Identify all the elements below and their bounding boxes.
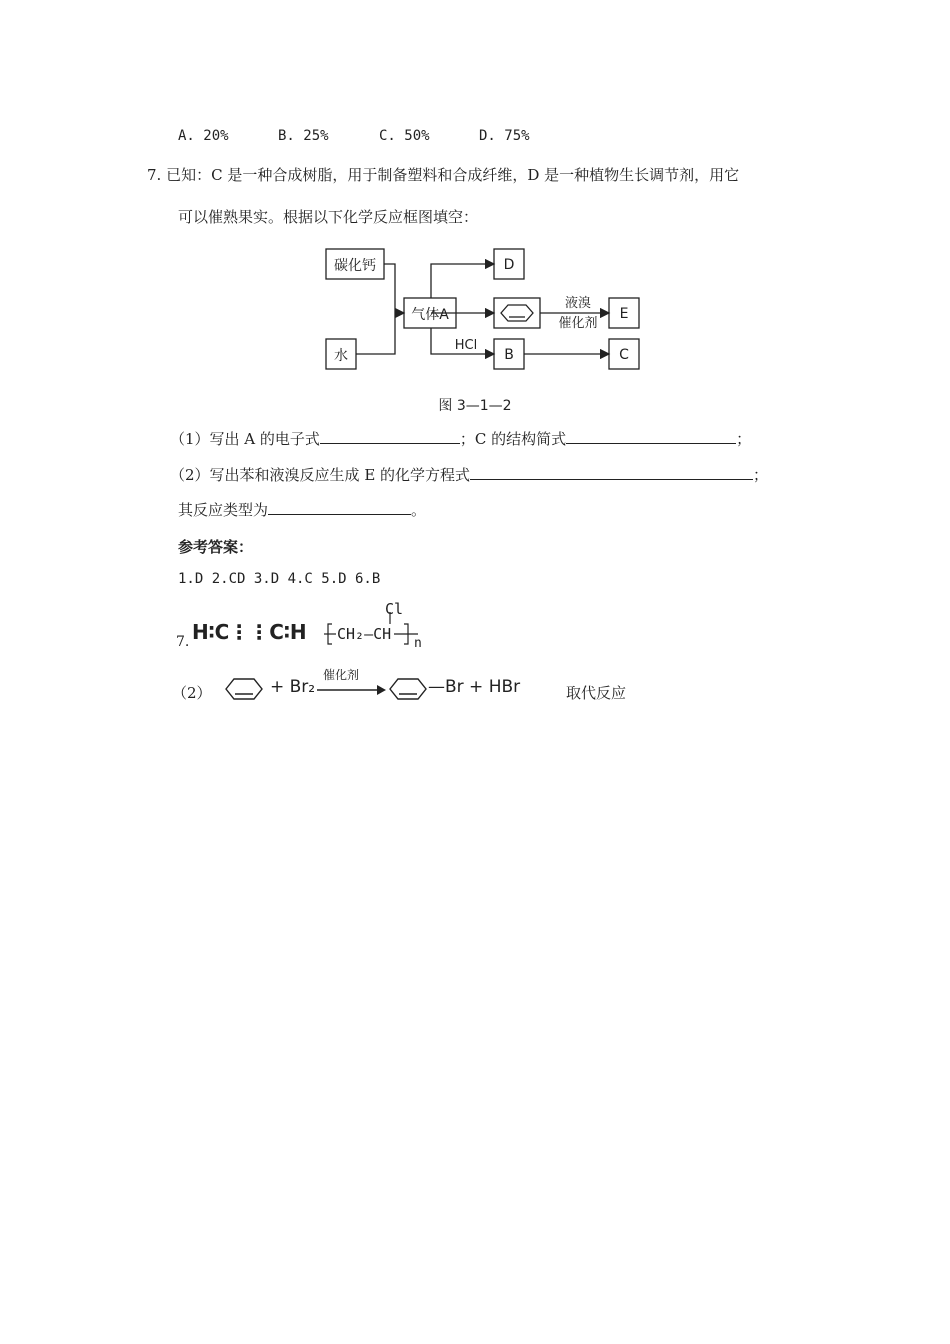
option-d: D. 75% [479, 128, 530, 144]
reaction-diagram [0, 0, 950, 420]
benzene-ring-icon [222, 674, 266, 704]
benzene-ring-icon [501, 305, 533, 321]
sub1-end: ； [736, 430, 752, 448]
answer-7-prefix: 7. [176, 634, 190, 650]
polymer-cl: Cl [385, 600, 404, 618]
label-d: D [503, 257, 515, 273]
option-b: B. 25% [278, 128, 329, 144]
label-hcl: HCl [454, 338, 478, 353]
polymer-main: CH₂—CH [337, 625, 392, 643]
sub2-prefix: （2）写出苯和液溴反应生成 E 的化学方程式 [170, 466, 471, 484]
answer-blank-reaction-type[interactable] [268, 500, 411, 515]
sub1-middle: ；C 的结构简式 [459, 430, 567, 448]
label-liquid-bromine: 液溴 [564, 296, 592, 311]
sub-question-2 [170, 464, 768, 485]
label-catalyst: 催化剂 [558, 316, 598, 331]
label-calcium-carbide: 碳化钙 [334, 258, 376, 274]
sub-question-2-line2 [178, 499, 426, 520]
answer-blank-c[interactable] [566, 429, 736, 444]
sub2-line2-end: 。 [411, 501, 427, 519]
polymer-n: n [414, 636, 422, 651]
answers-heading: 参考答案： [178, 538, 254, 556]
label-b: B [504, 347, 514, 363]
answer-blank-a[interactable] [320, 429, 460, 444]
equation-label: （2） [172, 684, 212, 702]
sub2-line2-prefix: 其反应类型为 [178, 501, 269, 519]
sub1-prefix: （1）写出 A 的电子式 [170, 430, 320, 448]
answer-blank-equation[interactable] [470, 465, 753, 480]
label-gas-a: 气体A [411, 307, 449, 323]
equation-reactant-br2: + Br₂ [270, 677, 316, 697]
sub2-end: ； [753, 466, 769, 484]
reaction-type-answer: 取代反应 [566, 684, 627, 702]
answers-mc: 1.D 2.CD 3.D 4.C 5.D 6.B [178, 571, 381, 587]
label-e: E [619, 306, 629, 322]
question-7-line1: 7. 已知：C 是一种合成树脂，用于制备塑料和合成纤维，D 是一种植物生长调节剂，用它 [147, 166, 740, 184]
equation-arrow [315, 684, 387, 696]
electron-formula: H∶C⋮⋮C∶H [192, 620, 307, 644]
sub-question-1 [170, 428, 751, 449]
equation-products: —Br + HBr [428, 677, 521, 697]
option-a: A. 20% [178, 128, 229, 144]
equation-catalyst: 催化剂 [323, 668, 360, 682]
figure-caption: 图 3—1—2 [438, 398, 512, 414]
question-7-line2: 可以催熟果实。根据以下化学反应框图填空： [178, 208, 479, 226]
option-c: C. 50% [379, 128, 430, 144]
label-water: 水 [334, 348, 348, 364]
bromobenzene-ring-icon [386, 674, 430, 704]
label-c: C [619, 347, 629, 363]
